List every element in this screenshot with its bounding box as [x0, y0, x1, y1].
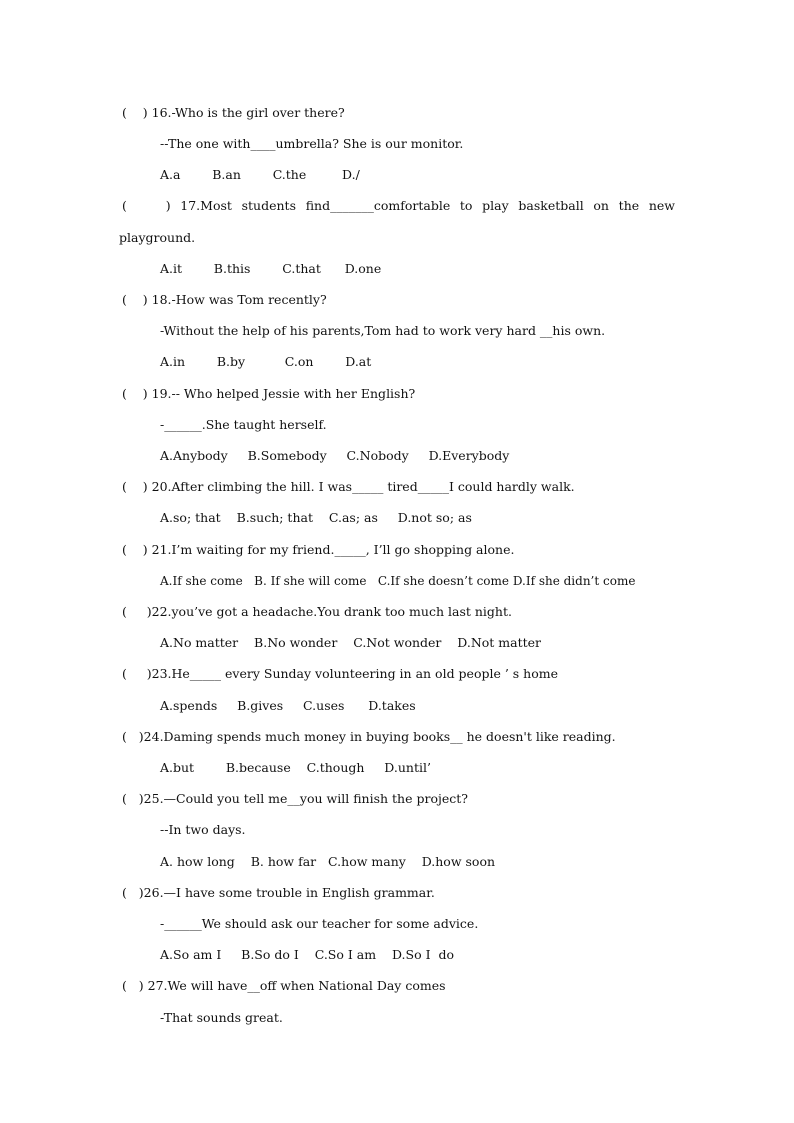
- question-17-continuation: playground.: [119, 230, 196, 245]
- question-22-stem: ( )22.you’ve got a headache.You drank too much last night.: [122, 604, 512, 619]
- question-17-options: A.it B.this C.that D.one: [160, 261, 382, 276]
- question-24-options: A.but B.because C.though D.until’: [160, 760, 431, 775]
- question-22-options: A.No matter B.No wonder C.Not wonder D.Not matter: [160, 635, 542, 650]
- question-21-options: A.If she come B. If she will come C.If she doesn’t come D.If she didn’t come: [160, 574, 636, 588]
- question-27-stem: ( ) 27.We will have__off when National Day comes: [122, 978, 446, 993]
- question-19-options: A.Anybody B.Somebody C.Nobody D.Everybody: [160, 448, 510, 463]
- question-26-dialogue: -______We should ask our teacher for some advice.: [160, 916, 479, 931]
- question-19-dialogue: -______.She taught herself.: [160, 417, 327, 432]
- question-16-options: A.a B.an C.the D./: [160, 167, 360, 182]
- question-23-options: A.spends B.gives C.uses D.takes: [160, 698, 416, 713]
- question-27-dialogue: -That sounds great.: [160, 1010, 283, 1025]
- question-18-options: A.in B.by C.on D.at: [160, 354, 372, 369]
- question-24-stem: ( )24.Daming spends much money in buying books__ he doesn't like reading.: [122, 729, 616, 744]
- question-16-stem: ( ) 16.-Who is the girl over there?: [122, 105, 345, 120]
- question-18-stem: ( ) 18.-How was Tom recently?: [122, 292, 327, 307]
- question-25-options: A. how long B. how far C.how many D.how soon: [160, 854, 496, 869]
- question-16-dialogue: --The one with____umbrella? She is our monitor.: [160, 136, 464, 151]
- question-23-stem: ( )23.He_____ every Sunday volunteering in an old people ’ s home: [122, 666, 558, 681]
- question-17-stem: ( ) 17.Most students find_______comfortable to play basketball on the new: [122, 198, 675, 213]
- question-21-stem: ( ) 21.I’m waiting for my friend._____, I’ll go shopping alone.: [122, 542, 515, 557]
- question-26-options: A.So am I B.So do I C.So I am D.So I do: [160, 947, 454, 962]
- question-25-stem: ( )25.—Could you tell me__you will finish the project?: [122, 791, 468, 806]
- question-25-dialogue: --In two days.: [160, 822, 246, 837]
- question-26-stem: ( )26.—I have some trouble in English grammar.: [122, 885, 435, 900]
- question-18-dialogue: -Without the help of his parents,Tom had to work very hard __his own.: [160, 323, 606, 338]
- question-20-options: A.so; that B.such; that C.as; as D.not so; as: [160, 510, 472, 525]
- question-19-stem: ( ) 19.-- Who helped Jessie with her English?: [122, 386, 416, 401]
- question-20-stem: ( ) 20.After climbing the hill. I was_____ tired_____I could hardly walk.: [122, 479, 575, 494]
